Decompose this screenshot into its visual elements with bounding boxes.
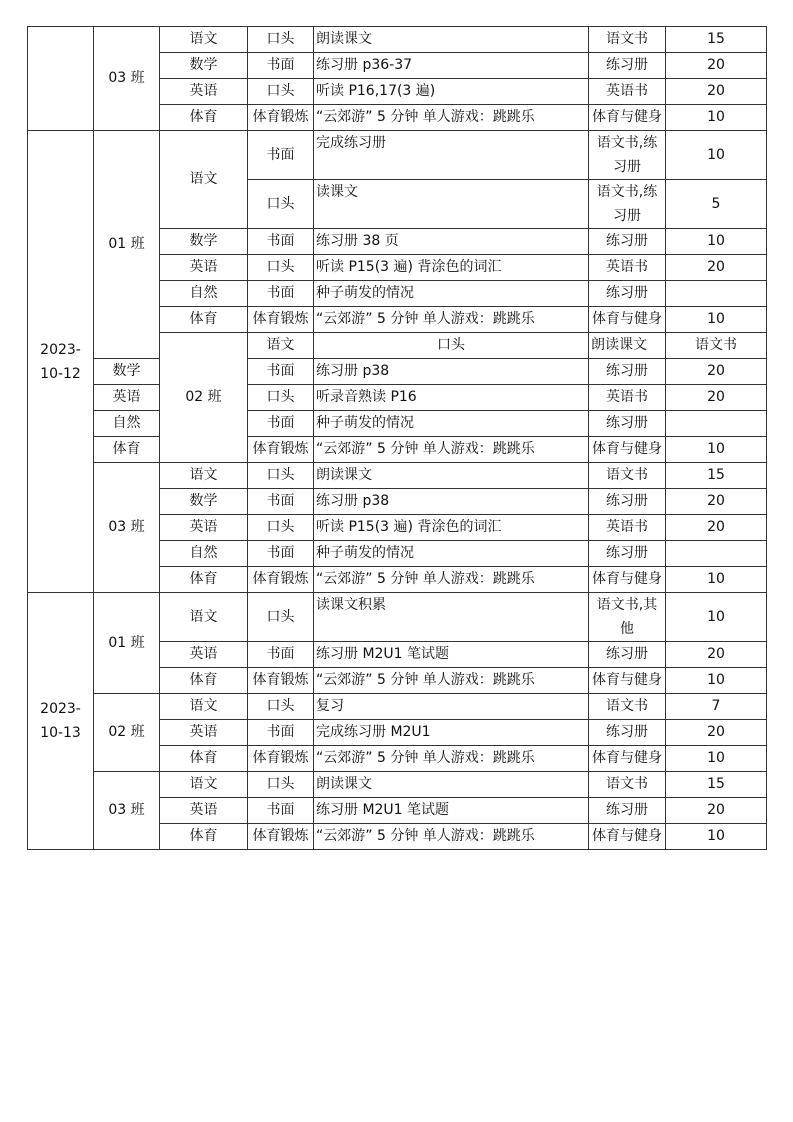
material-cell: 练习册 [589,411,666,437]
material-cell: 练习册 [589,359,666,385]
material-cell: 体育与健身 [589,746,666,772]
minutes-cell: 20 [666,720,767,746]
minutes-cell: 10 [666,131,767,180]
material-cell: 练习册 [589,798,666,824]
content-cell: 完成练习册 [314,131,589,180]
type-cell: 口头 [248,694,314,720]
type-cell: 体育锻炼 [248,746,314,772]
minutes-cell: 10 [666,307,767,333]
content-cell: 听读 P15(3 遍) 背涂色的词汇 [314,515,589,541]
type-cell: 书面 [248,53,314,79]
type-cell: 口头 [248,515,314,541]
type-cell: 书面 [248,359,314,385]
material-cell: 英语书 [589,385,666,411]
content-cell: “云郊游” 5 分钟 单人游戏：跳跳乐 [314,746,589,772]
table-row [28,385,767,411]
subject-cell: 语文 [160,131,248,229]
minutes-cell [666,411,767,437]
minutes-cell: 20 [666,798,767,824]
content-cell: “云郊游” 5 分钟 单人游戏：跳跳乐 [314,668,589,694]
minutes-cell [666,541,767,567]
date-cell: 2023-10-13 [28,593,94,850]
material-cell: 语文书 [589,694,666,720]
minutes-cell: 10 [666,567,767,593]
material-cell: 体育与健身 [589,307,666,333]
subject-cell: 英语 [160,515,248,541]
subject-cell: 体育 [160,567,248,593]
content-cell: “云郊游” 5 分钟 单人游戏：跳跳乐 [314,437,589,463]
subject-cell: 数学 [160,229,248,255]
content-cell: 复习 [314,694,589,720]
content-cell: 练习册 p36-37 [314,53,589,79]
table-row [28,593,767,642]
content-cell: “云郊游” 5 分钟 单人游戏：跳跳乐 [314,105,589,131]
homework-table [27,26,767,850]
class-cell: 01 班 [94,593,160,694]
class-cell: 01 班 [94,131,160,359]
subject-cell: 语文 [160,27,248,53]
type-cell: 书面 [248,489,314,515]
content-cell: 听读 P15(3 遍) 背涂色的词汇 [314,255,589,281]
minutes-cell: 20 [666,642,767,668]
type-cell: 口头 [248,255,314,281]
subject-cell: 体育 [160,668,248,694]
table-row [28,27,767,53]
minutes-cell: 15 [666,463,767,489]
minutes-cell: 20 [666,53,767,79]
subject-cell: 体育 [160,824,248,850]
material-cell: 语文书,练习册 [589,131,666,180]
class-cell: 03 班 [94,27,160,131]
material-cell: 体育与健身 [589,668,666,694]
material-cell: 体育与健身 [589,567,666,593]
content-cell: 朗读课文 [314,463,589,489]
minutes-cell: 7 [666,694,767,720]
type-cell: 书面 [248,541,314,567]
material-cell: 语文书,其他 [589,593,666,642]
type-cell: 书面 [248,720,314,746]
content-cell: 朗读课文 [314,27,589,53]
material-cell: 英语书 [589,79,666,105]
content-cell: “云郊游” 5 分钟 单人游戏：跳跳乐 [314,824,589,850]
table-row [28,411,767,437]
minutes-cell: 10 [666,746,767,772]
material-cell: 英语书 [589,255,666,281]
material-cell: 练习册 [589,720,666,746]
content-cell: 听读 P16,17(3 遍) [314,79,589,105]
subject-cell: 体育 [160,307,248,333]
type-cell: 体育锻炼 [248,105,314,131]
subject-cell: 数学 [160,489,248,515]
minutes-cell: 20 [666,385,767,411]
material-cell: 练习册 [589,229,666,255]
class-cell: 03 班 [94,463,160,593]
material-cell: 练习册 [589,541,666,567]
content-cell: 朗读课文 [314,772,589,798]
material-cell: 练习册 [589,489,666,515]
minutes-cell: 20 [666,255,767,281]
minutes-cell: 10 [666,824,767,850]
class-cell: 02 班 [94,694,160,772]
material-cell: 练习册 [589,53,666,79]
class-cell: 03 班 [94,772,160,850]
minutes-cell: 20 [666,359,767,385]
minutes-cell: 10 [666,229,767,255]
type-cell: 书面 [248,642,314,668]
material-cell: 体育与健身 [589,105,666,131]
type-cell: 体育锻炼 [248,668,314,694]
type-cell: 口头 [314,333,589,359]
content-cell: 种子萌发的情况 [314,541,589,567]
type-cell: 体育锻炼 [248,437,314,463]
subject-cell: 英语 [160,255,248,281]
minutes-cell: 15 [666,772,767,798]
material-cell: 体育与健身 [589,437,666,463]
content-cell: 种子萌发的情况 [314,411,589,437]
content-cell: 听录音熟读 P16 [314,385,589,411]
type-cell: 口头 [248,593,314,642]
subject-cell: 英语 [160,720,248,746]
type-cell: 口头 [248,463,314,489]
material-cell: 语文书 [666,333,767,359]
minutes-cell: 10 [666,437,767,463]
content-cell: 种子萌发的情况 [314,281,589,307]
type-cell: 书面 [248,131,314,180]
subject-cell: 体育 [94,437,160,463]
subject-cell: 数学 [94,359,160,385]
table-row [28,359,767,385]
type-cell: 体育锻炼 [248,567,314,593]
type-cell: 书面 [248,281,314,307]
subject-cell: 数学 [160,53,248,79]
subject-cell: 英语 [160,79,248,105]
type-cell: 书面 [248,411,314,437]
type-cell: 口头 [248,772,314,798]
table-row [28,131,767,180]
subject-cell: 体育 [160,746,248,772]
minutes-cell: 20 [666,515,767,541]
table-row [28,463,767,489]
content-cell: 练习册 p38 [314,359,589,385]
material-cell: 语文书,练习册 [589,180,666,229]
type-cell: 口头 [248,180,314,229]
table-row [28,772,767,798]
table-row [28,694,767,720]
subject-cell: 语文 [160,463,248,489]
content-cell: 朗读课文 [589,333,666,359]
type-cell: 体育锻炼 [248,307,314,333]
minutes-cell: 10 [666,668,767,694]
material-cell: 语文书 [589,772,666,798]
minutes-cell [666,281,767,307]
material-cell: 英语书 [589,515,666,541]
subject-cell: 体育 [160,105,248,131]
type-cell: 口头 [248,27,314,53]
date-cell: 2023-10-12 [28,131,94,593]
subject-cell: 英语 [160,798,248,824]
content-cell: “云郊游” 5 分钟 单人游戏：跳跳乐 [314,567,589,593]
subject-cell: 语文 [160,772,248,798]
class-cell: 02 班 [160,333,248,463]
content-cell: 完成练习册 M2U1 [314,720,589,746]
type-cell: 口头 [248,79,314,105]
type-cell: 体育锻炼 [248,824,314,850]
content-cell: 练习册 M2U1 笔试题 [314,642,589,668]
subject-cell: 自然 [160,541,248,567]
subject-cell: 自然 [94,411,160,437]
content-cell: 读课文积累 [314,593,589,642]
content-cell: 练习册 M2U1 笔试题 [314,798,589,824]
type-cell: 书面 [248,229,314,255]
minutes-cell: 15 [666,27,767,53]
content-cell: “云郊游” 5 分钟 单人游戏：跳跳乐 [314,307,589,333]
subject-cell: 英语 [94,385,160,411]
type-cell: 口头 [248,385,314,411]
content-cell: 读课文 [314,180,589,229]
subject-cell: 自然 [160,281,248,307]
content-cell: 练习册 p38 [314,489,589,515]
type-cell: 书面 [248,798,314,824]
minutes-cell: 5 [666,180,767,229]
date-cell [28,27,94,131]
subject-cell: 语文 [248,333,314,359]
table-row [28,437,767,463]
material-cell: 语文书 [589,27,666,53]
subject-cell: 语文 [160,694,248,720]
material-cell: 体育与健身 [589,824,666,850]
subject-cell: 语文 [160,593,248,642]
minutes-cell: 20 [666,489,767,515]
content-cell: 练习册 38 页 [314,229,589,255]
minutes-cell: 10 [666,105,767,131]
subject-cell: 英语 [160,642,248,668]
minutes-cell: 20 [666,79,767,105]
material-cell: 语文书 [589,463,666,489]
material-cell: 练习册 [589,281,666,307]
minutes-cell: 10 [666,593,767,642]
material-cell: 练习册 [589,642,666,668]
